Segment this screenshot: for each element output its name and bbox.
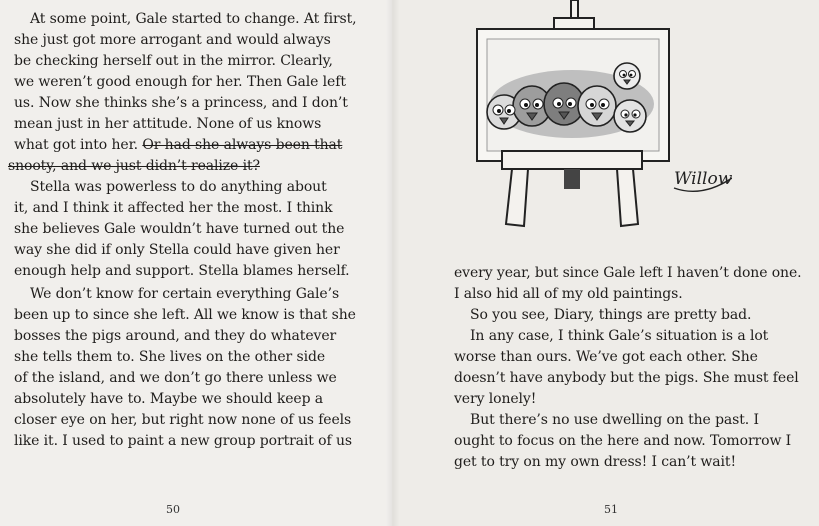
text-line: get to try on my own dress! I can’t wait! — [454, 454, 736, 470]
text-fragment: what got into her. — [14, 137, 138, 153]
text-line: way she did if only Stella could have given her — [14, 242, 340, 258]
painting-signature: Willow — [674, 169, 732, 189]
text-line: it, and I think it affected her the most. I think — [14, 200, 333, 216]
text-line: We don’t know for certain everything Gale’s — [30, 286, 340, 302]
bird-small — [614, 63, 640, 89]
text-line: In any case, I think Gale’s situation is a lot — [470, 328, 769, 344]
text-line: enough help and support. Stella blames herself. — [14, 263, 350, 279]
text-line: worse than ours. We’ve got each other. She — [454, 349, 758, 365]
page-number: 50 — [166, 503, 180, 516]
easel-leg-left — [506, 169, 528, 226]
easel-back-leg — [564, 169, 580, 189]
struck-text: Or had she always been that — [142, 137, 343, 153]
text-line: of the island, and we don’t go there unless we — [14, 370, 337, 386]
text-line: ought to focus on the here and now. Tomorrow I — [454, 433, 792, 449]
text-line: us. Now she thinks she’s a princess, and I don’t — [14, 95, 348, 111]
right-page — [392, 0, 819, 526]
text-line: like it. I used to paint a new group portrait of us — [14, 433, 352, 449]
text-line: she tells them to. She lives on the other side — [14, 349, 326, 365]
text-line: been up to since she left. All we know is that she — [14, 307, 356, 323]
text-line: I also hid all of my old paintings. — [454, 286, 683, 302]
book-gutter — [386, 0, 400, 526]
text-line — [14, 135, 342, 156]
text-line: So you see, Diary, things are pretty bad. — [470, 307, 752, 323]
text-line: she believes Gale wouldn’t have turned out the — [14, 221, 345, 237]
text-line: But there’s no use dwelling on the past. I — [470, 412, 759, 428]
left-page — [0, 0, 392, 526]
easel-painting-illustration — [472, 0, 732, 232]
text-line: bosses the pigs around, and they do whatever — [14, 328, 337, 344]
text-line: absolutely have to. Maybe we should keep a — [14, 391, 324, 407]
text-line: very lonely! — [454, 391, 537, 407]
struck-text-line: snooty, and we just didn’t realize it? — [8, 158, 260, 174]
text-line: we weren’t good enough for her. Then Gale left — [14, 74, 346, 90]
text-line: doesn’t have anybody but the pigs. She must feel — [454, 370, 799, 386]
text-line: every year, but since Gale left I haven’t done one. — [454, 265, 802, 281]
text-line: Stella was powerless to do anything about — [30, 179, 327, 195]
text-line: she just got more arrogant and would always — [14, 32, 331, 48]
page-number: 51 — [604, 503, 618, 516]
easel-shelf — [502, 151, 642, 169]
text-line: At some point, Gale started to change. At first, — [30, 11, 357, 27]
text-line: mean just in her attitude. None of us knows — [14, 116, 322, 132]
text-line: closer eye on her, but right now none of us feels — [14, 412, 352, 428]
easel-leg-right — [617, 169, 638, 226]
text-line: be checking herself out in the mirror. Clearly, — [14, 53, 333, 69]
bird-dahlia — [614, 100, 646, 132]
